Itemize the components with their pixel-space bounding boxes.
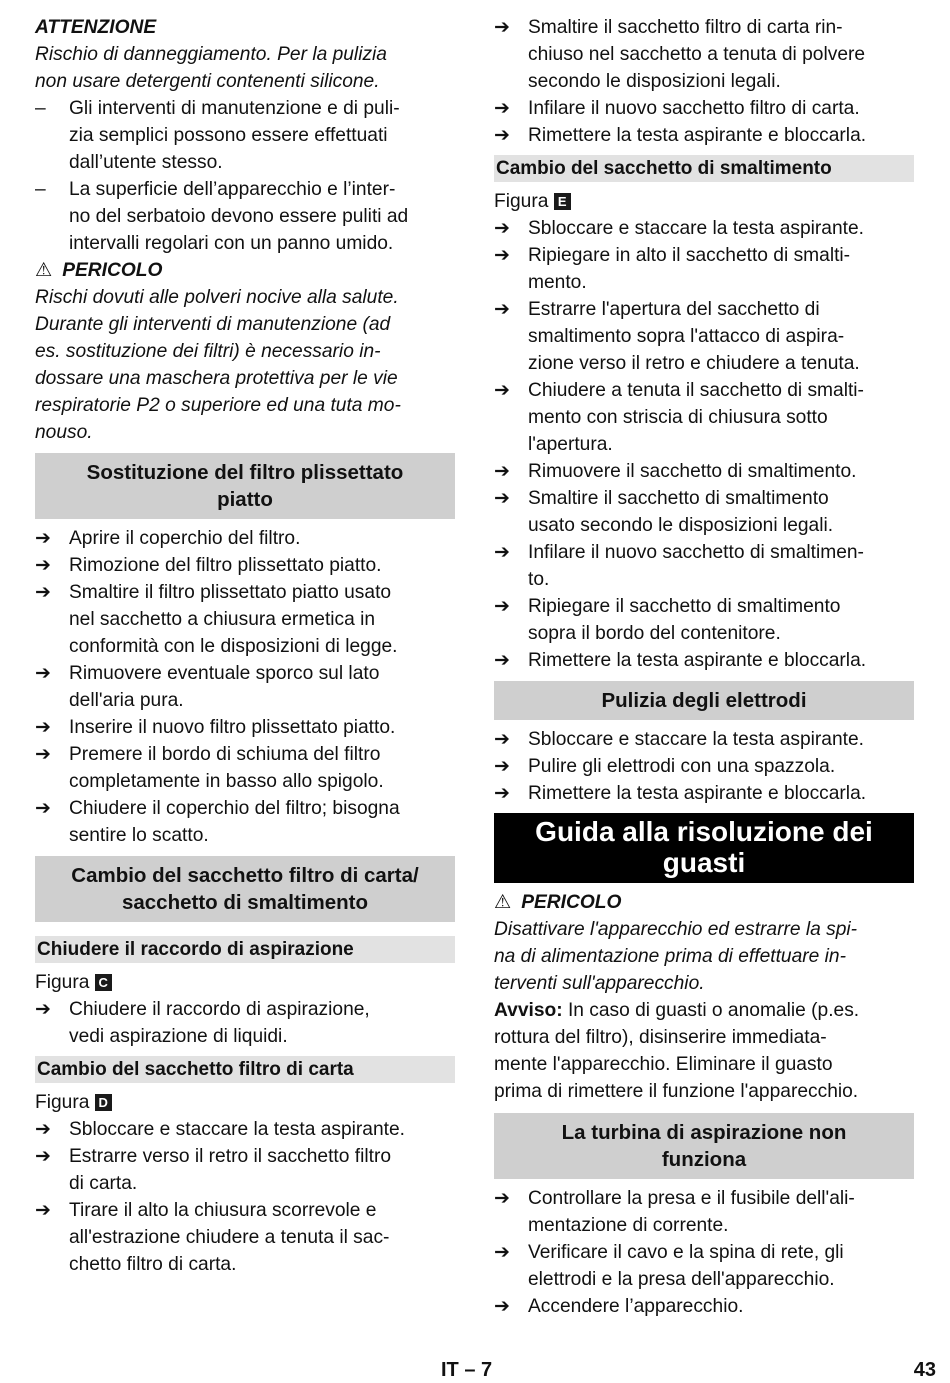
arrow-right-icon: ➔: [35, 528, 51, 549]
step-item: [35, 996, 455, 1050]
figura-ref: [494, 188, 914, 215]
step-item: [35, 714, 455, 741]
section-heading-turbina: [494, 1113, 914, 1179]
step-text: to.: [528, 569, 550, 590]
arrow-right-icon: ➔: [494, 461, 510, 482]
section-heading-line: funziona: [661, 1148, 747, 1171]
arrow-right-icon: ➔: [35, 1200, 51, 1221]
step-text: nel sacchetto a chiusura ermetica in: [69, 609, 376, 630]
step-text: Rimuovere il sacchetto di smaltimento.: [528, 461, 857, 482]
step-text: Rimozione del filtro plissettato piatto.: [69, 555, 382, 576]
arrow-right-icon: ➔: [35, 582, 51, 603]
attenzione-line: Rischio di danneggiamento. Per la pulizia: [35, 44, 387, 65]
chapter-heading: [494, 813, 914, 883]
step-text: Smaltire il sacchetto filtro di carta rin-: [528, 17, 843, 38]
step-text: l'apertura.: [528, 434, 613, 455]
step-text: Infilare il nuovo sacchetto di smaltimen-: [528, 542, 864, 563]
step-text: Estrarre l'apertura del sacchetto di: [528, 299, 820, 320]
attenzione-title: ATTENZIONE: [35, 17, 157, 38]
step-list-continued: [494, 14, 914, 149]
section-heading-sacchetto: [35, 856, 455, 922]
arrow-right-icon: ➔: [35, 744, 51, 765]
arrow-right-icon: ➔: [494, 17, 510, 38]
arrow-right-icon: ➔: [494, 1188, 510, 1209]
section-heading-line: sacchetto di smaltimento: [121, 891, 369, 914]
step-text: Chiudere il raccordo di aspirazione,: [69, 999, 370, 1020]
step-text: Ripiegare il sacchetto di smaltimento: [528, 596, 841, 617]
figura-label: Figura: [35, 1092, 90, 1113]
avviso-label: Avviso:: [494, 1000, 563, 1021]
step-item: [494, 377, 914, 458]
pericolo-line: Rischi dovuti alle polveri nocive alla salute.: [35, 287, 399, 308]
step-text: dell'aria pura.: [69, 690, 184, 711]
avviso-line: rottura del filtro), disinserire immediata-: [494, 1027, 827, 1048]
attenzione-notice: [35, 14, 455, 95]
step-item: [494, 122, 914, 149]
arrow-right-icon: ➔: [35, 663, 51, 684]
step-text: mento.: [528, 272, 587, 293]
step-item: [494, 1185, 914, 1239]
figura-ref: [35, 969, 455, 996]
step-text: smaltimento sopra l'attacco di aspira-: [528, 326, 845, 347]
step-text: Estrarre verso il retro il sacchetto filtro: [69, 1146, 392, 1167]
arrow-right-icon: ➔: [35, 1146, 51, 1167]
arrow-right-icon: ➔: [35, 555, 51, 576]
pericolo-notice: [35, 257, 455, 446]
section-heading-line: Sostituzione del filtro plissettato: [86, 461, 404, 484]
step-text: conformità con le disposizioni di legge.: [69, 636, 398, 657]
avviso-line: prima di rimettere il funzione l'apparecchio.: [494, 1081, 859, 1102]
figura-label: Figura: [494, 191, 549, 212]
dash-mark: –: [35, 179, 46, 200]
step-text: Premere il bordo di schiuma del filtro: [69, 744, 381, 765]
arrow-right-icon: ➔: [494, 218, 510, 239]
arrow-right-icon: ➔: [494, 542, 510, 563]
step-item: [494, 1239, 914, 1293]
step-item: [494, 593, 914, 647]
figura-label: Figura: [35, 972, 90, 993]
left-column: [35, 14, 455, 1278]
step-item: [494, 458, 914, 485]
warning-icon: ⚠: [35, 260, 53, 281]
step-item: [494, 14, 914, 95]
step-text: Controllare la presa e il fusibile dell'ali-: [528, 1188, 855, 1209]
attenzione-line: non usare detergenti contenenti silicone.: [35, 71, 380, 92]
pericolo-line: es. sostituzione dei filtri) è necessario in-: [35, 341, 381, 362]
step-text: Aprire il coperchio del filtro.: [69, 528, 301, 549]
arrow-right-icon: ➔: [35, 717, 51, 738]
pericolo-line: dossare una maschera protettiva per le vie: [35, 368, 398, 389]
avviso-text: In caso di guasti o anomalie (p.es.: [562, 1000, 860, 1021]
step-item: [35, 741, 455, 795]
step-item: [35, 795, 455, 849]
section-heading-elettrodi: [494, 681, 914, 720]
footer-page-number: 43: [913, 1359, 936, 1381]
dash-line: dall’utente stesso.: [69, 152, 223, 173]
step-text: mentazione di corrente.: [528, 1215, 729, 1236]
pericolo-title: PERICOLO: [521, 892, 622, 913]
step-text: Rimuovere eventuale sporco sul lato: [69, 663, 380, 684]
step-text: Smaltire il filtro plissettato piatto usato: [69, 582, 392, 603]
pericolo-line: na di alimentazione prima di effettuare in-: [494, 946, 846, 967]
step-item: [494, 215, 914, 242]
step-text: mento con striscia di chiusura sotto: [528, 407, 828, 428]
step-item: [494, 753, 914, 780]
step-item: [494, 780, 914, 807]
step-text: Ripiegare in alto il sacchetto di smalti-: [528, 245, 851, 266]
figure-c-badge: C: [95, 974, 112, 991]
section-heading-line: La turbina di aspirazione non: [561, 1121, 847, 1144]
step-text: Verificare il cavo e la spina di rete, gli: [528, 1242, 844, 1263]
step-text: secondo le disposizioni legali.: [528, 71, 781, 92]
dash-line: Gli interventi di manutenzione e di puli-: [69, 98, 400, 119]
arrow-right-icon: ➔: [494, 756, 510, 777]
arrow-right-icon: ➔: [494, 729, 510, 750]
pericolo-line: respiratorie P2 o superiore ed una tuta mo-: [35, 395, 401, 416]
subheading-smaltimento: Cambio del sacchetto di smaltimento: [494, 155, 914, 182]
step-text: Sbloccare e staccare la testa aspirante.: [528, 218, 864, 239]
step-text: elettrodi e la presa dell'apparecchio.: [528, 1269, 835, 1290]
step-text: di carta.: [69, 1173, 138, 1194]
step-list-turbina: [494, 1185, 914, 1320]
arrow-right-icon: ➔: [494, 98, 510, 119]
section-heading-filtro: [35, 453, 455, 519]
step-text: completamente in basso allo spigolo.: [69, 771, 384, 792]
step-text: Chiudere il coperchio del filtro; bisogna: [69, 798, 400, 819]
step-text: Rimettere la testa aspirante e bloccarla.: [528, 125, 867, 146]
arrow-right-icon: ➔: [494, 650, 510, 671]
step-item: [494, 1293, 914, 1320]
step-text: Sbloccare e staccare la testa aspirante.: [528, 729, 864, 750]
step-text: Tirare il alto la chiusura scorrevole e: [69, 1200, 377, 1221]
step-item: [494, 647, 914, 674]
step-text: Rimettere la testa aspirante e bloccarla.: [528, 783, 867, 804]
arrow-right-icon: ➔: [494, 245, 510, 266]
step-item: [494, 726, 914, 753]
arrow-right-icon: ➔: [35, 1119, 51, 1140]
arrow-right-icon: ➔: [35, 798, 51, 819]
dash-item: [35, 95, 455, 176]
step-text: Accendere l’apparecchio.: [528, 1296, 744, 1317]
pericolo-title: PERICOLO: [62, 260, 163, 281]
step-text: all'estrazione chiudere a tenuta il sac-: [69, 1227, 390, 1248]
arrow-right-icon: ➔: [494, 1242, 510, 1263]
section-heading-line: piatto: [217, 488, 273, 511]
step-item: [35, 552, 455, 579]
step-list-filtro: [35, 525, 455, 849]
step-text: Sbloccare e staccare la testa aspirante.: [69, 1119, 405, 1140]
step-item: [35, 1116, 455, 1143]
step-text: chiuso nel sacchetto a tenuta di polvere: [528, 44, 866, 65]
section-heading-line: Pulizia degli elettrodi: [601, 689, 807, 712]
step-item: [35, 525, 455, 552]
arrow-right-icon: ➔: [494, 1296, 510, 1317]
arrow-right-icon: ➔: [494, 380, 510, 401]
arrow-right-icon: ➔: [494, 488, 510, 509]
section-heading-line: Cambio del sacchetto filtro di carta/: [71, 864, 419, 887]
chapter-heading-line: guasti: [662, 847, 746, 878]
step-item: [494, 296, 914, 377]
figura-ref: [35, 1089, 455, 1116]
avviso-line: mente l'apparecchio. Eliminare il guasto: [494, 1054, 833, 1075]
dash-item: [35, 176, 455, 257]
subheading-raccordo: Chiudere il raccordo di aspirazione: [35, 936, 455, 963]
step-text: zione verso il retro e chiudere a tenuta.: [528, 353, 860, 374]
step-item: [35, 660, 455, 714]
step-text: sentire lo scatto.: [69, 825, 209, 846]
pericolo-line: Durante gli interventi di manutenzione (ad: [35, 314, 391, 335]
step-text: Rimettere la testa aspirante e bloccarla.: [528, 650, 867, 671]
step-item: [35, 1197, 455, 1278]
step-text: vedi aspirazione di liquidi.: [69, 1026, 288, 1047]
avviso-note: [494, 997, 914, 1105]
pericolo-line: Disattivare l'apparecchio ed estrarre la spi-: [494, 919, 858, 940]
step-item: [494, 95, 914, 122]
pericolo-line: terventi sull'apparecchio.: [494, 973, 705, 994]
step-text: Chiudere a tenuta il sacchetto di smalti-: [528, 380, 864, 401]
figure-e-badge: E: [554, 193, 571, 210]
step-list-smaltimento: [494, 215, 914, 674]
step-text: Infilare il nuovo sacchetto filtro di carta.: [528, 98, 860, 119]
step-item: [494, 539, 914, 593]
dash-mark: –: [35, 98, 46, 119]
step-text: Pulire gli elettrodi con una spazzola.: [528, 756, 836, 777]
subheading-filtro-carta: Cambio del sacchetto filtro di carta: [35, 1056, 455, 1083]
arrow-right-icon: ➔: [494, 596, 510, 617]
step-item: [35, 1143, 455, 1197]
footer-section-code: IT – 7: [441, 1359, 493, 1381]
step-item: [35, 579, 455, 660]
step-text: Smaltire il sacchetto di smaltimento: [528, 488, 829, 509]
dash-line: La superficie dell’apparecchio e l’inter-: [69, 179, 396, 200]
dash-line: intervalli regolari con un panno umido.: [69, 233, 394, 254]
arrow-right-icon: ➔: [494, 125, 510, 146]
step-text: usato secondo le disposizioni legali.: [528, 515, 834, 536]
right-column: [494, 14, 914, 1320]
warning-icon: ⚠: [494, 892, 512, 913]
pericolo-line: nouso.: [35, 422, 93, 443]
step-item: [494, 242, 914, 296]
arrow-right-icon: ➔: [494, 783, 510, 804]
figure-d-badge: D: [95, 1094, 112, 1111]
dash-line: no del serbatoio devono essere puliti ad: [69, 206, 409, 227]
dash-line: zia semplici possono essere effettuati: [69, 125, 388, 146]
step-text: Inserire il nuovo filtro plissettato piatto.: [69, 717, 396, 738]
arrow-right-icon: ➔: [494, 299, 510, 320]
step-item: [494, 485, 914, 539]
step-list-elettrodi: [494, 726, 914, 807]
chapter-heading-line: Guida alla risoluzione dei: [535, 816, 873, 847]
arrow-right-icon: ➔: [35, 999, 51, 1020]
step-text: sopra il bordo del contenitore.: [528, 623, 781, 644]
pericolo-notice: [494, 889, 914, 997]
step-text: chetto filtro di carta.: [69, 1254, 237, 1275]
